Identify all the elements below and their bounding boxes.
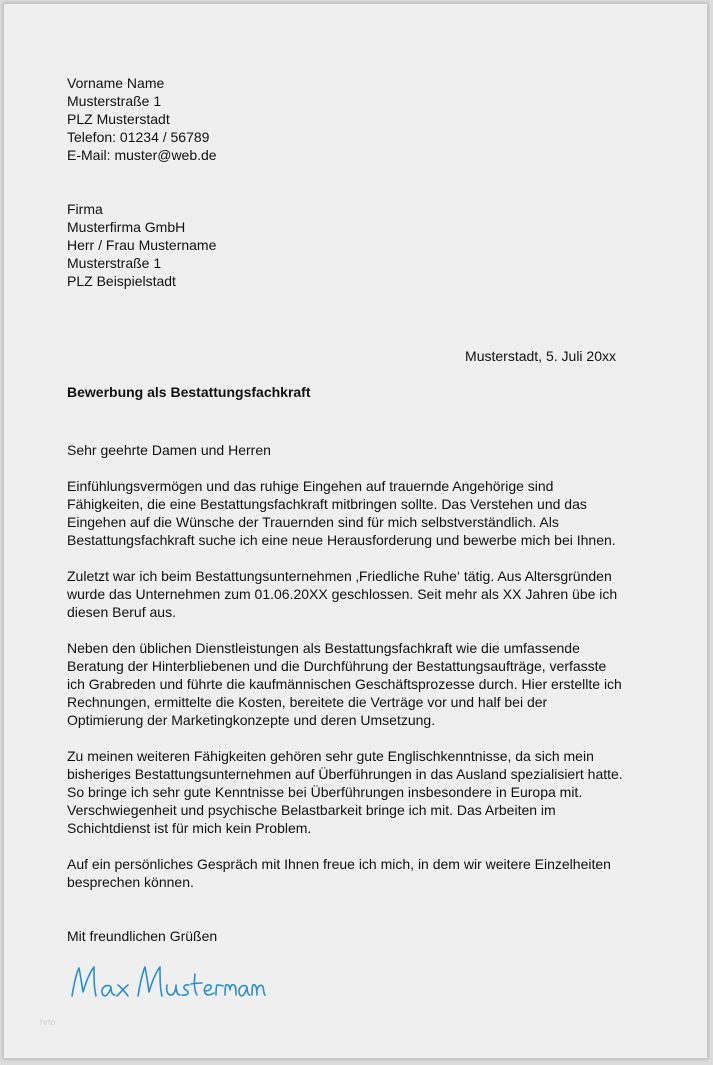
paragraph-line: ich Grabreden und führte die kaufmännischen Geschäftsprozesse durch. Hier erstellte ich [67,676,622,692]
paragraph-line: Schichtdienst ist für mich kein Problem. [67,820,312,836]
paragraph-1 [67,477,647,549]
recipient-city: PLZ Beispielstadt [67,273,176,289]
paragraph-line: Rechnungen, ermittelte die Kosten, bereitete die Verträge vor und half bei der [67,694,548,710]
letter-page [3,3,708,1059]
handwritten-signature [66,954,266,1004]
recipient-company: Musterfirma GmbH [67,219,186,235]
sender-name: Vorname Name [67,75,165,91]
letter-date: Musterstadt, 5. Juli 20xx [465,348,616,364]
sender-street: Musterstraße 1 [67,93,162,109]
paragraph-line: Eingehen auf die Wünsche der Trauernden sind für mich selbstverständlich. Als [67,514,559,530]
paragraph-line: Fähigkeiten, die eine Bestattungsfachkraft mitbringen sollte. Das Verstehen und das [67,496,587,512]
paragraph-3 [67,639,647,729]
sender-email: E-Mail: muster@web.de [67,147,217,163]
letter-closing: Mit freundlichen Grüßen [67,928,218,944]
paragraph-line: wurde das Unternehmen zum 01.06.20XX geschlossen. Seit mehr als XX Jahren übe ich [67,586,618,602]
paragraph-line: Neben den üblichen Dienstleistungen als Bestattungsfachkraft wie die umfassende [67,640,580,656]
recipient-street: Musterstraße 1 [67,255,162,271]
paragraph-line: Verschwiegenheit und psychische Belastbarkeit bringe ich mit. Das Arbeiten im [67,802,556,818]
paragraph-line: Optimierung der Marketingkonzepte und deren Umsetzung. [67,712,436,728]
paragraph-2 [67,567,647,621]
sender-phone: Telefon: 01234 / 56789 [67,129,210,145]
paragraph-line: Zu meinen weiteren Fähigkeiten gehören sehr gute Englischkenntnisse, da sich mein [67,748,594,764]
paragraph-line: Zuletzt war ich beim Bestattungsunternehmen ‚Friedliche Ruhe‘ tätig. Aus Altersgründen [67,568,612,584]
recipient-address [67,200,216,290]
paragraph-line: bisheriges Bestattungsunternehmen auf Überführungen in das Ausland spezialisiert hatte. [67,766,623,782]
watermark-text: hrto [40,1017,56,1027]
sender-city: PLZ Musterstadt [67,111,170,127]
paragraph-line: besprechen können. [67,874,194,890]
letter-subject: Bewerbung als Bestattungsfachkraft [67,384,311,400]
paragraph-line: Beratung der Hinterbliebenen und die Durchführung der Bestattungsaufträge, verfasste [67,658,607,674]
paragraph-line: So bringe ich sehr gute Kenntnisse bei Überführungen insbesondere in Europa mit. [67,784,583,800]
paragraph-line: Einfühlungsvermögen und das ruhige Eingehen auf trauernde Angehörige sind [67,478,554,494]
letter-greeting: Sehr geehrte Damen und Herren [67,442,271,458]
paragraph-line: diesen Beruf aus. [67,604,176,620]
sender-address [67,74,217,164]
paragraph-4 [67,747,647,837]
recipient-company-label: Firma [67,201,103,217]
recipient-contact: Herr / Frau Mustername [67,237,217,253]
paragraph-line: Auf ein persönliches Gespräch mit Ihnen freue ich mich, in dem wir weitere Einzelheiten [67,856,611,872]
paragraph-5 [67,855,647,891]
paragraph-line: Bestattungsfachkraft suche ich eine neue Herausforderung und bewerbe mich bei Ihnen. [67,532,616,548]
signature-strokes [72,967,265,996]
